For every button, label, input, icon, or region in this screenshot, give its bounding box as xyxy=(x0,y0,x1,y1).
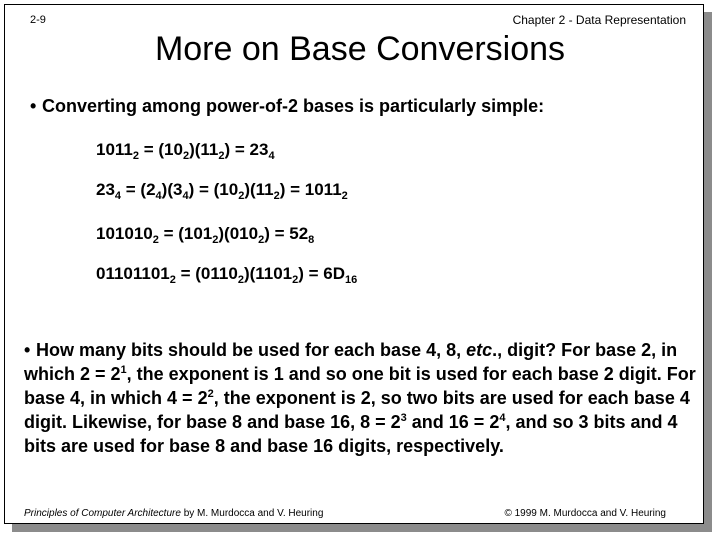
bullet-2-text: ., digit? For base 2, in which 2 = 2 xyxy=(24,340,678,384)
eq-subscript: 2 xyxy=(238,190,245,202)
eq-text: )(1101 xyxy=(243,264,293,283)
bullet-point-2 xyxy=(24,338,696,458)
eq-text: 1011 xyxy=(96,140,133,159)
eq-subscript: 4 xyxy=(114,190,122,202)
bullet-point-1 xyxy=(30,96,544,117)
eq-text: = (101 xyxy=(158,224,213,243)
footer-copyright: © 1999 M. Murdocca and V. Heuring xyxy=(504,508,666,519)
bullet-2-text: How many bits should be used for each base 4, 8, xyxy=(36,340,467,360)
bullet-dot-icon: • xyxy=(30,96,37,116)
eq-subscript: 16 xyxy=(345,274,358,286)
bullet-dot-icon: • xyxy=(24,340,31,360)
eq-text: ) = 1011 xyxy=(279,180,342,199)
eq-text: 01101101 xyxy=(96,264,170,283)
eq-subscript: 2 xyxy=(292,274,299,286)
eq-subscript: 2 xyxy=(169,274,176,286)
eq-subscript: 2 xyxy=(182,150,190,162)
book-authors: by M. Murdocca and V. Heuring xyxy=(180,508,324,519)
eq-text: )(11 xyxy=(189,140,219,159)
eq-subscript: 2 xyxy=(152,234,159,246)
slide-title: More on Base Conversions xyxy=(154,30,566,68)
eq-text: ) = 6D xyxy=(298,264,346,283)
exponent: 3 xyxy=(400,412,407,424)
eq-text: = (2 xyxy=(121,180,156,199)
eq-text: = (10 xyxy=(139,140,183,159)
eq-text: ) = 52 xyxy=(264,224,309,243)
eq-subscript: 4 xyxy=(155,190,162,202)
eq-subscript: 4 xyxy=(268,150,275,162)
equation-3 xyxy=(96,224,314,244)
bullet-2-text: , the exponent is 2, so two bits are used for each base 4 digit. Likewise, for base 8 and base 16, 8 = 2 xyxy=(24,388,690,432)
eq-text: )(11 xyxy=(244,180,274,199)
eq-text: 23 xyxy=(96,180,115,199)
exponent: 4 xyxy=(499,412,506,424)
bullet-2-text: and 16 = 2 xyxy=(406,412,500,432)
equation-1 xyxy=(96,140,275,160)
exponent: 2 xyxy=(207,388,214,400)
bullet-2-text: , the exponent is 1 and so one bit is used for each base 2 digit. For base 4, in which 4 = 2 xyxy=(24,364,696,408)
eq-text: ) = (10 xyxy=(188,180,239,199)
eq-subscript: 8 xyxy=(308,234,315,246)
bullet-1-text: Converting among power-of-2 bases is particularly simple: xyxy=(42,96,545,116)
eq-subscript: 4 xyxy=(182,190,189,202)
eq-subscript: 2 xyxy=(341,190,348,202)
eq-subscript: 2 xyxy=(273,190,280,202)
footer-book-credit xyxy=(24,508,323,519)
book-title: Principles of Computer Architecture xyxy=(24,508,181,519)
slide-number: 2-9 xyxy=(30,14,46,26)
eq-text: 101010 xyxy=(96,224,153,243)
eq-subscript: 2 xyxy=(212,234,219,246)
eq-subscript: 2 xyxy=(237,274,244,286)
eq-text: ) = 23 xyxy=(224,140,269,159)
equation-2 xyxy=(96,180,348,200)
eq-text: = (0110 xyxy=(175,264,238,283)
equation-4 xyxy=(96,264,357,284)
bullet-2-text: , and so 3 bits and 4 bits are used for base 8 and base 16 digits, respectively. xyxy=(24,412,678,456)
eq-text: )(3 xyxy=(161,180,183,199)
bullet-2-emphasis: etc xyxy=(466,340,493,360)
eq-text: )(010 xyxy=(218,224,259,243)
eq-subscript: 2 xyxy=(258,234,265,246)
eq-subscript: 2 xyxy=(132,150,140,162)
eq-subscript: 2 xyxy=(218,150,225,162)
chapter-label: Chapter 2 - Data Representation xyxy=(512,13,686,27)
exponent: 1 xyxy=(120,364,127,376)
